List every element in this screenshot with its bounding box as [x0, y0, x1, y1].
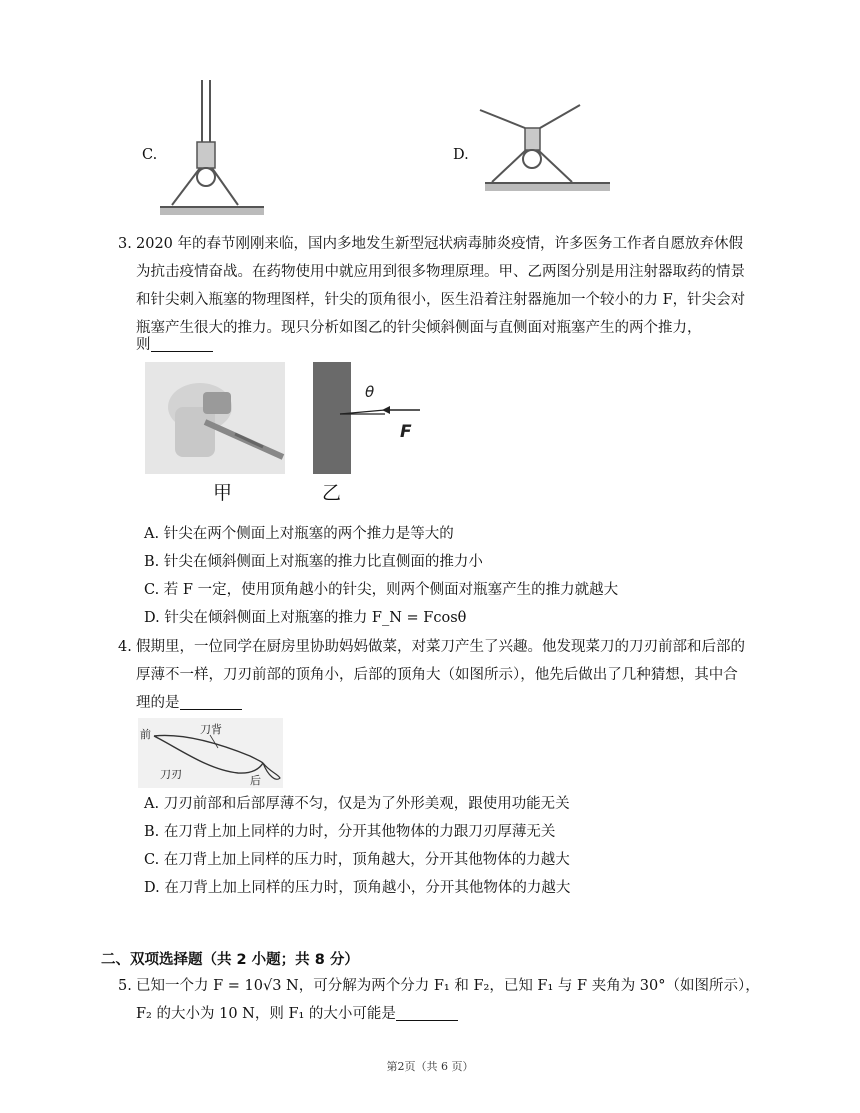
figure-jia-caption: 甲: [213, 482, 233, 504]
q4-line-1: 假期里，一位同学在厨房里协助妈妈做菜，对菜刀产生了兴趣。他发现菜刀的刀刃前部和后部的: [136, 639, 745, 655]
option-d-label: D.: [453, 147, 469, 163]
figure-option-d: [470, 100, 620, 195]
syringe-photo-illustration: [145, 362, 285, 474]
figure-knife: [138, 718, 283, 788]
knife-back-label: 刀背: [200, 723, 222, 736]
q4-option-b[interactable]: B. 在刀背上加上同样的力时，分开其他物体的力跟刀刃厚薄无关: [144, 824, 556, 840]
theta-label: θ: [365, 383, 375, 401]
q3-number: 3.: [118, 236, 132, 252]
q3-line-4: 瓶塞产生很大的推力。现只分析如图乙的针尖倾斜侧面与直侧面对瓶塞产生的两个推力，: [136, 320, 702, 336]
q3-option-a[interactable]: A. 针尖在两个侧面上对瓶塞的两个推力是等大的: [144, 526, 454, 542]
page-footer: 第2页（共 6 页）: [386, 1060, 474, 1073]
q3-line-5: [136, 331, 213, 359]
q3-option-b[interactable]: B. 针尖在倾斜侧面上对瓶塞的推力比直侧面的推力小: [144, 554, 483, 570]
option-c-label: C.: [142, 147, 158, 163]
knife-rear-label: 后: [250, 774, 261, 787]
q3-line-1: 2020 年的春节刚刚来临，国内多地发生新型冠状病毒肺炎疫情，许多医务工作者自愿放弃休假: [136, 236, 744, 252]
q3-line-2: 为抗击疫情奋战。在药物使用中就应用到很多物理原理。甲、乙两图分别是用注射器取药的情景: [136, 264, 745, 280]
q4-line-3: [136, 689, 242, 717]
q5-text: F₂ 的大小为 10 N，则 F₁ 的大小可能是: [136, 1006, 396, 1022]
q5-line-1: 已知一个力 F = 10√3 N，可分解为两个分力 F₁ 和 F₂，已知 F₁ 与 F 夹角为 30°（如图所示），: [136, 978, 760, 994]
q3-line-3: 和针尖刺入瓶塞的物理图样，针尖的顶角很小，医生沿着注射器施加一个较小的力 F，针尖会对: [136, 292, 746, 308]
figure-yi-caption: 乙: [322, 482, 342, 504]
knife-front-label: 前: [140, 728, 151, 741]
q4-text: 理的是: [136, 695, 180, 711]
force-label: F: [400, 422, 412, 442]
section-2-title: 二、双项选择题（共 2 小题；共 8 分）: [101, 952, 359, 968]
q4-line-2: 厚薄不一样，刀刃前部的顶角小，后部的顶角大（如图所示），他先后做出了几种猜想，其中合: [136, 667, 738, 683]
q4-answer-blank[interactable]: [180, 691, 242, 710]
figure-yi-diagram: [310, 362, 435, 474]
q3-option-d[interactable]: D. 针尖在倾斜侧面上对瓶塞的推力 F_N = Fcosθ: [144, 610, 467, 626]
figure-jia-photo: [145, 362, 285, 474]
q4-number: 4.: [118, 639, 132, 655]
q3-answer-blank[interactable]: [151, 333, 213, 352]
q5-answer-blank[interactable]: [396, 1002, 458, 1021]
q3-option-c[interactable]: C. 若 F 一定，使用顶角越小的针尖，则两个侧面对瓶塞产生的推力就越大: [144, 582, 619, 598]
q4-option-c[interactable]: C. 在刀背上加上同样的压力时，顶角越大，分开其他物体的力越大: [144, 852, 570, 868]
q4-option-d[interactable]: D. 在刀背上加上同样的压力时，顶角越小，分开其他物体的力越大: [144, 880, 571, 896]
knife-edge-label: 刀刃: [160, 768, 182, 781]
figure-option-c: [152, 80, 272, 220]
q5-number: 5.: [118, 978, 132, 994]
q5-line-2: [136, 1000, 458, 1028]
q3-then: 则: [136, 337, 151, 353]
q4-option-a[interactable]: A. 刀刃前部和后部厚薄不匀，仅是为了外形美观，跟使用功能无关: [144, 796, 570, 812]
